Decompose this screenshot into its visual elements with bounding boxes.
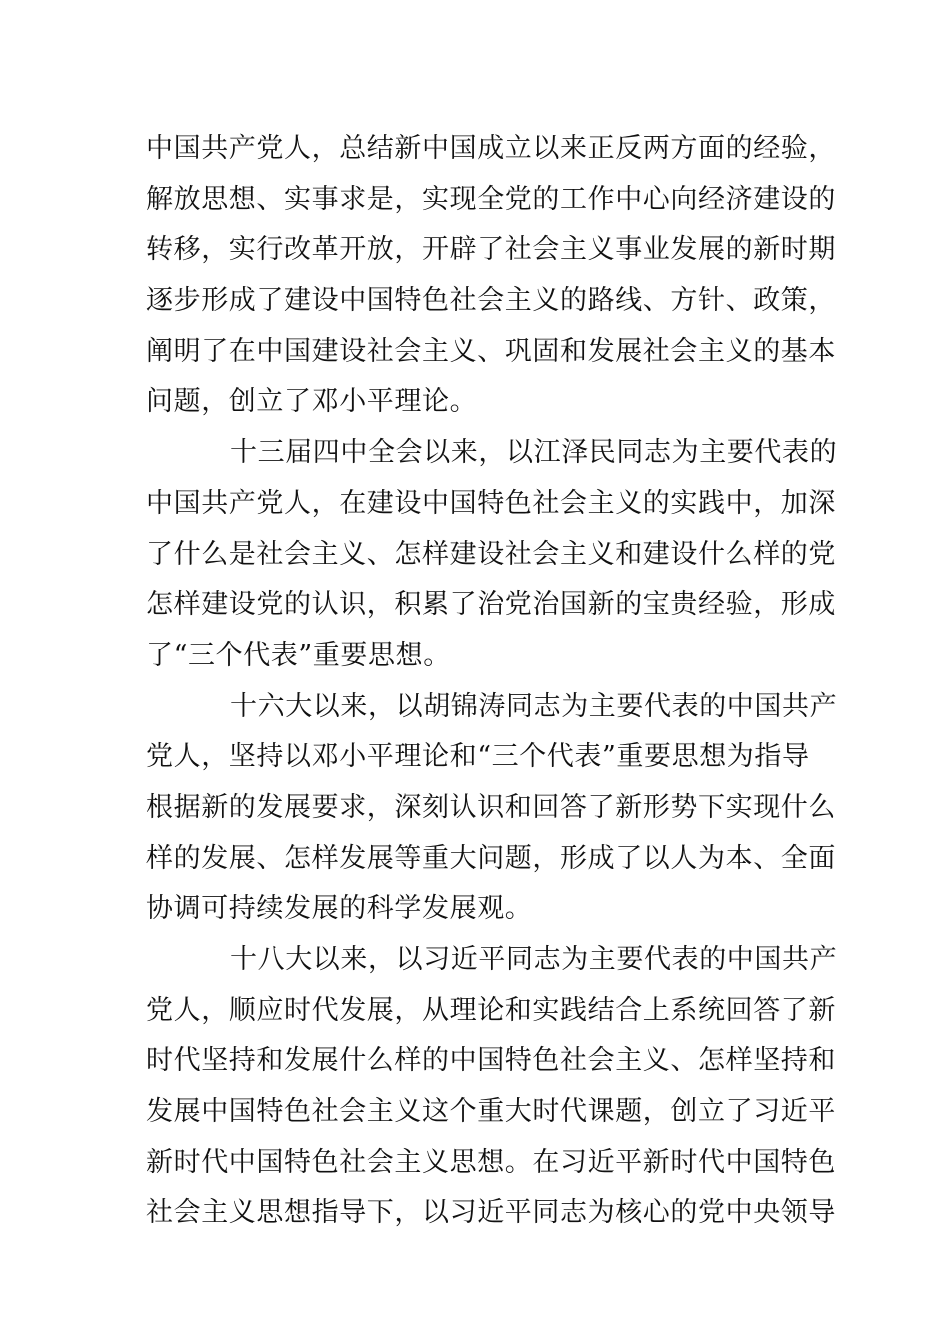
text-line: 时代坚持和发展什么样的中国特色社会主义、怎样坚持和	[146, 1045, 836, 1077]
text-line: 党人，顺应时代发展，从理论和实践结合上系统回答了新	[146, 994, 836, 1026]
text-line: 问题，创立了邓小平理论。	[146, 386, 478, 418]
text-line: 协调可持续发展的科学发展观。	[146, 893, 533, 925]
text-line: 解放思想、实事求是，实现全党的工作中心向经济建设的	[146, 183, 836, 215]
text-line: 党人，坚持以邓小平理论和“三个代表”重要思想为指导	[146, 741, 810, 773]
text-line: 怎样建设党的认识，积累了治党治国新的宝贵经验，形成	[146, 589, 836, 621]
text-line: 发展中国特色社会主义这个重大时代课题，创立了习近平	[146, 1096, 836, 1128]
text-line: 逐步形成了建设中国特色社会主义的路线、方针、政策，	[146, 285, 836, 317]
text-line: 新时代中国特色社会主义思想。在习近平新时代中国特色	[146, 1146, 836, 1178]
paragraph-first-line: 十八大以来，以习近平同志为主要代表的中国共产	[230, 944, 838, 975]
text-line: 了“三个代表”重要思想。	[146, 639, 451, 671]
text-line: 阐明了在中国建设社会主义、巩固和发展社会主义的基本	[146, 335, 836, 367]
paragraph-first-line: 十六大以来，以胡锦涛同志为主要代表的中国共产	[230, 690, 838, 722]
text-line: 了什么是社会主义、怎样建设社会主义和建设什么样的党	[146, 538, 836, 570]
text-line: 中国共产党人，总结新中国成立以来正反两方面的经验，	[146, 133, 836, 164]
paragraph-first-line: 十三届四中全会以来，以江泽民同志为主要代表的	[230, 437, 838, 469]
body-text	[146, 124, 838, 1239]
text-line: 社会主义思想指导下，以习近平同志为核心的党中央领导	[146, 1197, 836, 1229]
text-line: 中国共产党人，在建设中国特色社会主义的实践中，加深	[146, 487, 836, 519]
text-line: 根据新的发展要求，深刻认识和回答了新形势下实现什么	[146, 791, 836, 823]
text-line: 转移，实行改革开放，开辟了社会主义事业发展的新时期	[146, 234, 836, 266]
text-line: 样的发展、怎样发展等重大问题，形成了以人为本、全面	[146, 842, 836, 874]
